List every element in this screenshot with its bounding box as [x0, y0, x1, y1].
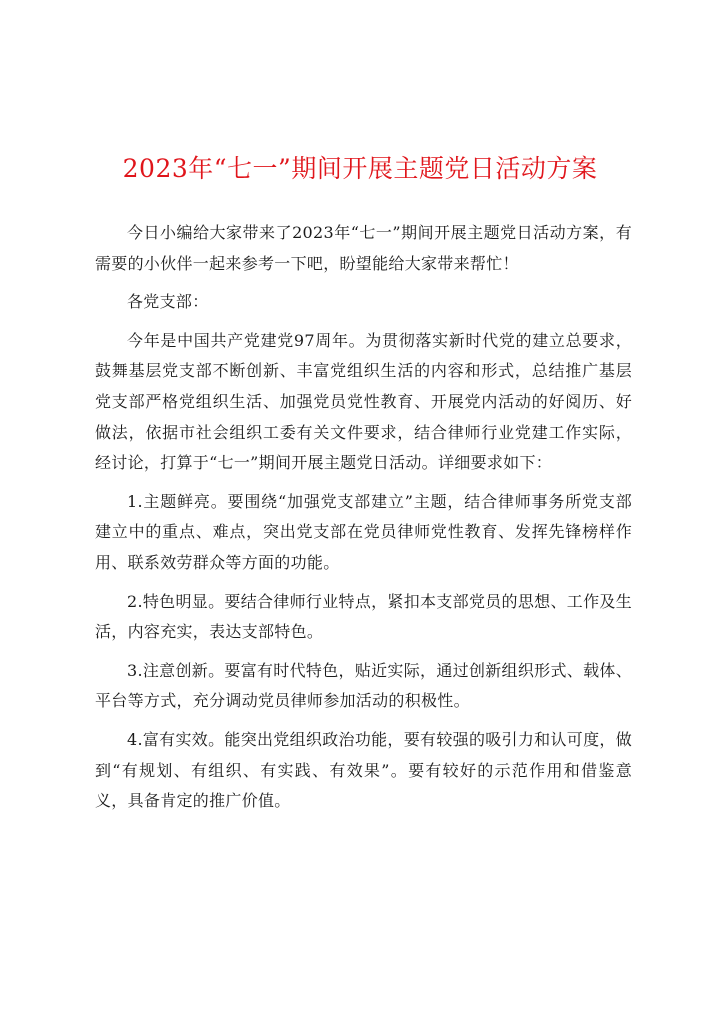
document-body — [95, 218, 632, 825]
requirement-item-4: 4.富有实效。能突出党组织政治功能，要有较强的吸引力和认可度，做到“有规划、有组织、有实践、有效果”。要有较好的示范作用和借鉴意义，具备肯定的推广价值。 — [95, 729, 632, 811]
body-paragraph: 今年是中国共产党建党97周年。为贯彻落实新时代党的建立总要求，鼓舞基层党支部不断创新、丰富党组织生活的内容和形式，总结推广基层党支部严格党组织生活、加强党员党性教育、开展党内活动的好阅历、好做法，依据市社会组织工委有关文件要求，结合律师行业党建工作实际，经讨论，打算于“七一”期间开展主题党日活动。详细要求如下： — [95, 330, 632, 473]
requirement-item-2: 2.特色明显。要结合律师行业特点，紧扣本支部党员的思想、工作及生活，内容充实，表达支部特色。 — [95, 591, 632, 642]
requirement-item-1: 1.主题鲜亮。要围绕“加强党支部建立”主题，结合律师事务所党支部建立中的重点、难点，突出党支部在党员律师党性教育、发挥先锋榜样作用、联系效劳群众等方面的功能。 — [95, 491, 632, 572]
requirement-item-3: 3.注意创新。要富有时代特色，贴近实际，通过创新组织形式、载体、平台等方式，充分调动党员律师参加活动的积极性。 — [95, 660, 632, 711]
document-title: 2023年“七一”期间开展主题党日活动方案 — [122, 154, 598, 183]
salutation: 各党支部： — [127, 292, 209, 312]
intro-paragraph: 今日小编给大家带来了2023年“七一”期间开展主题党日活动方案，有需要的小伙伴一起来参考一下吧，盼望能给大家带来帮忙！ — [95, 223, 632, 273]
